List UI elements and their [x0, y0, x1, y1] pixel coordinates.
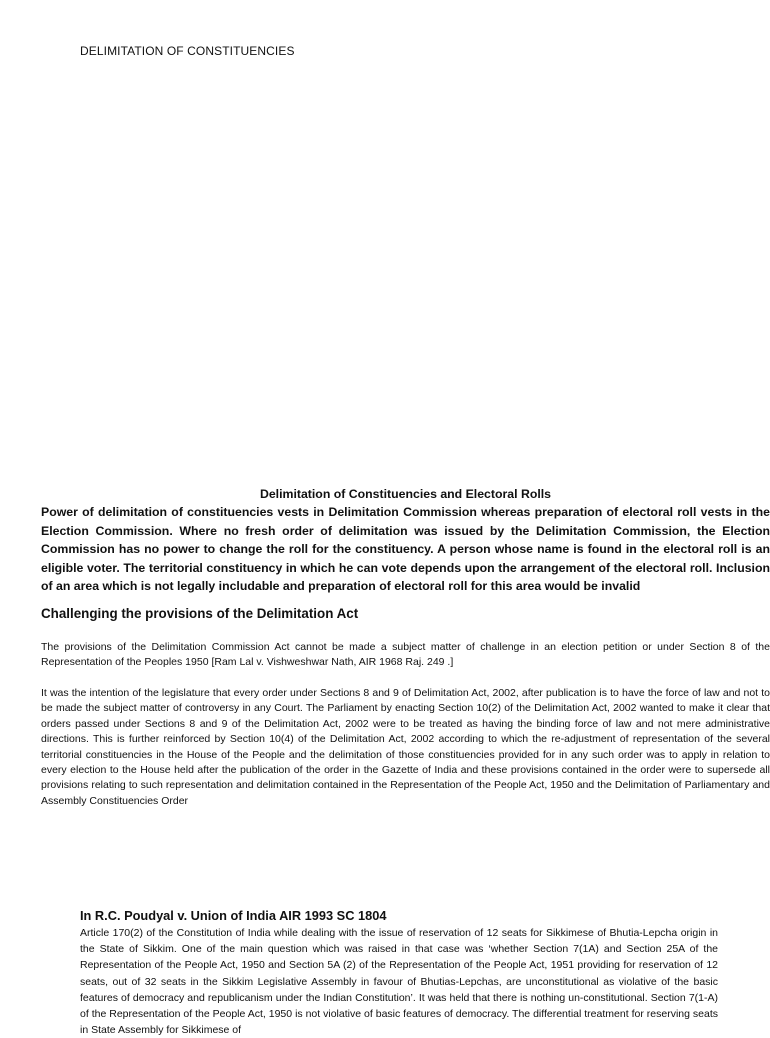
case-heading-poudyal: In R.C. Poudyal v. Union of India AIR 1993 SC 1804	[80, 908, 387, 923]
section-heading-challenging-provisions: Challenging the provisions of the Delimitation Act	[41, 606, 359, 621]
paragraph-legislative-intention: It was the intention of the legislature that every order under Sections 8 and 9 of Delimitation Act, 2002, after publication is to have the force of law and not to be made the subject matter of controversy in any Court. The Parliament by enacting Section 10(2) of the Delimitation Act, 2002 wanted to make it clear that orders passed under Sections 8 and 9 of the Delimitation Act, 2002 were to be treated as having the binding force of law and not mere administrative directions. This is further reinforced by Section 10(4) of the Delimitation Act, 2002 according to which the re-adjustment of representation of the several territorial constituencies in the House of the People and the delimitation of those constituencies provided for in any such order was to apply in relation to every election to the House held after the publication of the order in the Gazette of India and these provisions contained in the order were to supersede all provisions relating to such representation and delimitation contained in the Representation of the People Act, 1950 and the Delimitation of Parliamentary and Assembly Constituencies Order	[41, 687, 770, 807]
section-heading-electoral-rolls: Delimitation of Constituencies and Electoral Rolls	[259, 487, 552, 501]
document-title: DELIMITATION OF CONSTITUENCIES	[80, 44, 295, 58]
case-body-poudyal: Article 170(2) of the Constitution of India while dealing with the issue of reservation of 12 seats for Sikkimese of Bhutia-Lepcha origin in the State of Sikkim. One of the main question which was raised in that case was ‘whether Section 7(1A) and Section 25A of the Representation of the People Act, 1950 and Section 5A (2) of the Representation of the People Act, 1951 providing for reservation of 12 seats, out of 32 seats in the Sikkim Legislative Assembly in favour of Bhutias-Lepchas, are unconstitutional as violative of the basic features of democracy and republicanism under the Indian Constitution’. It was held that there is nothing un-constitutional. Section 7(1-A) of the Representation of the People Act, 1950 is not violative of basic features of democracy. The differential treatment for reserving seats in State Assembly for Sikkimese of	[80, 927, 718, 1037]
paragraph-ram-lal-case: The provisions of the Delimitation Commission Act cannot be made a subject matter of challenge in an election petition or under Section 8 of the Representation of the Peoples 1950 [Ram Lal v. Vishweshwar Nath, AIR 1968 Raj. 249 .]	[41, 641, 770, 669]
section-body-electoral-rolls: Power of delimitation of constituencies vests in Delimitation Commission whereas preparation of electoral roll vests in the Election Commission. Where no fresh order of delimitation was issued by the Delimitation Commission, the Election Commission has no power to change the roll for the constituency. A person whose name is found in the electoral roll is an eligible voter. The territorial constituency in which he can vote depends upon the arrangement of the electoral roll. Inclusion of an area which is not legally includable and preparation of electoral roll for this area would be invalid	[41, 505, 770, 594]
